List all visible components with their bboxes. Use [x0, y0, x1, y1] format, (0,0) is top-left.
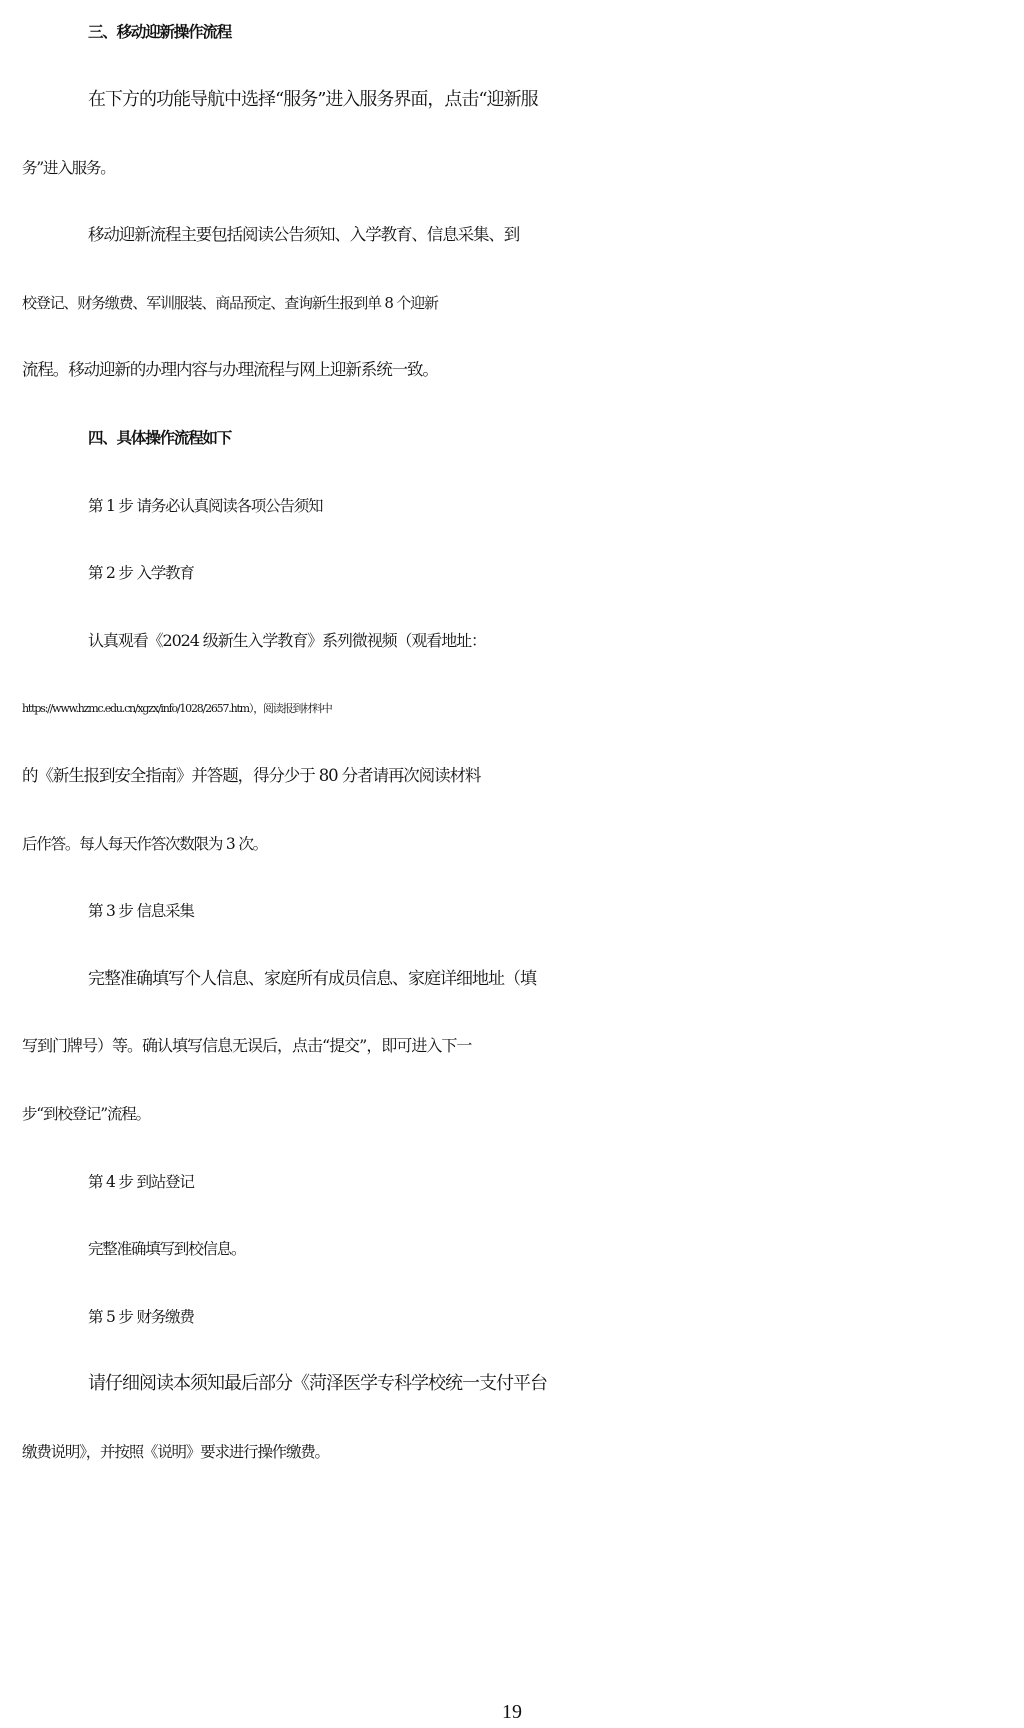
section-heading-3: 三、移动迎新操作流程 [88, 22, 232, 41]
step-title: 第 3 步 信息采集 [88, 902, 194, 920]
paragraph-line: 步“到校登记”流程。 [22, 1105, 150, 1123]
step-title: 第 1 步 请务必认真阅读各项公告须知 [88, 497, 323, 515]
section-heading-4: 四、具体操作流程如下 [88, 428, 232, 447]
step-title: 第 5 步 财务缴费 [88, 1308, 194, 1326]
paragraph-line: 认真观看《2024 级新生入学教育》系列微视频（观看地址： [88, 631, 486, 650]
paragraph-line: 校登记、财务缴费、军训服装、商品预定、查询新生报到单 8 个迎新 [22, 294, 438, 312]
paragraph-line: 完整准确填写个人信息、家庭所有成员信息、家庭详细地址（填 [88, 969, 536, 989]
paragraph-line: 流程。移动迎新的办理内容与办理流程与网上迎新系统一致。 [22, 360, 438, 379]
paragraph-line: 写到门牌号）等。确认填写信息无误后，点击“提交”，即可进入下一 [22, 1036, 472, 1055]
paragraph-line: 完整准确填写到校信息。 [88, 1240, 246, 1258]
paragraph-line: 的《新生报到安全指南》并答题，得分少于 80 分者请再次阅读材料 [22, 766, 481, 785]
paragraph-line-url: https://www.hzmc.edu.cn/xgzx/info/1028/2657.htm），阅读报到材料中 [22, 702, 332, 715]
page-number: 19 [502, 1701, 522, 1723]
paragraph-line: 后作答。每人每天作答次数限为 3 次。 [22, 835, 267, 853]
paragraph-line: 移动迎新流程主要包括阅读公告须知、入学教育、信息采集、到 [88, 225, 520, 244]
paragraph-line: 请仔细阅读本须知最后部分《菏泽医学专科学校统一支付平台 [88, 1373, 547, 1394]
paragraph-line: 缴费说明》，并按照《说明》要求进行操作缴费。 [22, 1443, 329, 1461]
step-title: 第 4 步 到站登记 [88, 1173, 194, 1191]
step-title: 第 2 步 入学教育 [88, 564, 194, 582]
paragraph-line: 务”进入服务。 [22, 159, 115, 177]
paragraph-line: 在下方的功能导航中选择“服务”进入服务界面，点击“迎新服 [88, 89, 538, 110]
